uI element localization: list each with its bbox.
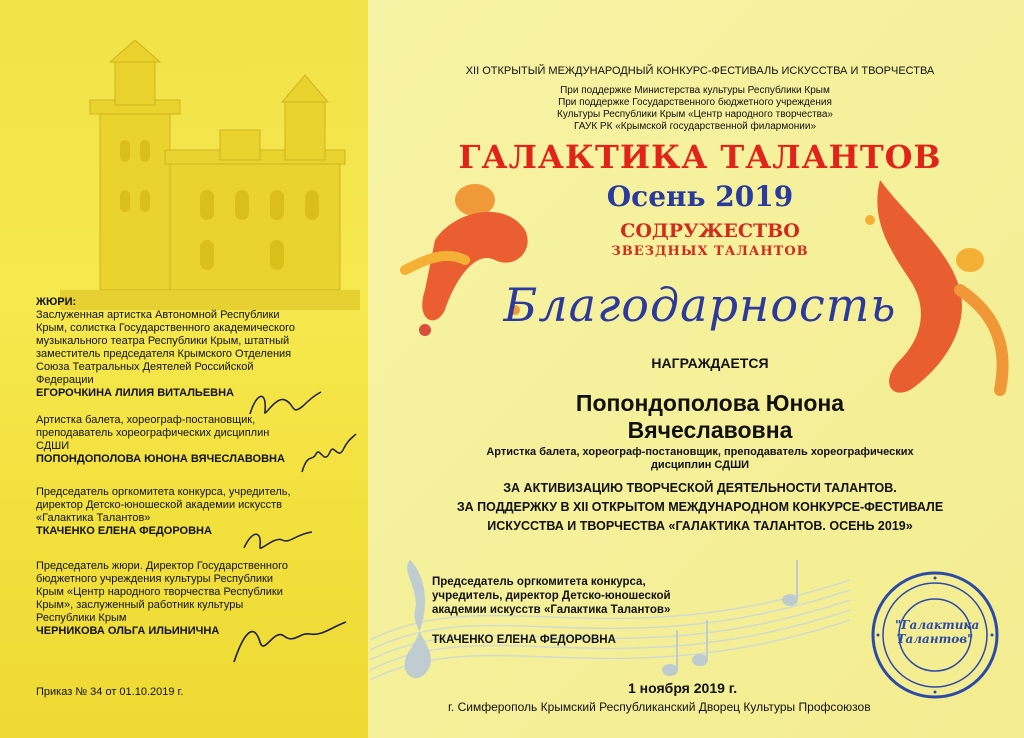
jury-member-3-name: ТКАЧЕНКО ЕЛЕНА ФЕДОРОВНА: [36, 525, 212, 537]
support-line: При поддержке Министерства культуры Республики Крым: [560, 85, 830, 96]
jury-member-3-line: «Галактика Талантов»: [36, 512, 151, 524]
jury-member-1-line: Федерации: [36, 374, 94, 386]
chair-line: учредитель, директор Детско-юношеской: [432, 590, 671, 602]
jury-member-1-line: Заслуженная артистка Автономной Республики: [36, 309, 280, 321]
certificate-date: 1 ноября 2019 г.: [628, 680, 738, 696]
stamp-text: "Галактика Талантов": [895, 618, 980, 646]
chair-name: ТКАЧЕНКО ЕЛЕНА ФЕДОРОВНА: [432, 634, 616, 646]
recipient-role-line1: Артистка балета, хореограф-постановщик, преподаватель хореографических: [486, 446, 914, 458]
award-reason: [400, 479, 1000, 536]
award-reason-line: ЗА АКТИВИЗАЦИЮ ТВОРЧЕСКОЙ ДЕЯТЕЛЬНОСТИ ТАЛАНТОВ.: [503, 481, 897, 495]
jury-member-4-line: бюджетного учреждения культуры Республики: [36, 573, 273, 585]
jury-member-1-line: Союза Театральных Деятелей Российской: [36, 361, 254, 373]
recipient-role-line2: дисциплин СДШИ: [650, 459, 750, 471]
support-line: ГАУК РК «Крымской государственной филармонии»: [573, 121, 817, 132]
jury-member-1-line: музыкального театра Республики Крым, штатный: [36, 335, 290, 347]
award-reason-line: ИСКУССТВА И ТВОРЧЕСТВА «ГАЛАКТИКА ТАЛАНТОВ. ОСЕНЬ 2019»: [487, 519, 913, 533]
certificate-place: г. Симферополь Крымский Республиканский Дворец Культуры Профсоюзов: [448, 700, 871, 714]
signature-tkachenko: [238, 522, 318, 558]
gratitude-heading: Благодарность: [503, 278, 897, 332]
jury-member-3-line: Председатель оргкомитета конкурса, учредитель,: [36, 486, 291, 498]
award-reason-line: ЗА ПОДДЕРЖКУ В XII ОТКРЫТОМ МЕЖДУНАРОДНОМ КОНКУРСЕ-ФЕСТИВАЛЕ: [456, 500, 944, 514]
jury-member-2-name: ПОПОНДОПОЛОВА ЮНОНА ВЯЧЕСЛАВОВНА: [36, 453, 285, 465]
chair-line: академии искусств «Галактика Талантов»: [432, 604, 671, 616]
signature-egorochkina: [245, 386, 325, 422]
festival-header: XII ОТКРЫТЫЙ МЕЖДУНАРОДНЫЙ КОНКУРС-ФЕСТИВАЛЬ ИСКУССТВА И ТВОРЧЕСТВА: [465, 65, 935, 77]
support-line: Культуры Республики Крым «Центр народного творчества»: [557, 109, 833, 120]
awarded-label: НАГРАЖДАЕТСЯ: [651, 355, 769, 371]
signature-chernikova: [230, 612, 350, 668]
jury-member-3-line: директор Детско-юношеской академии искусств: [36, 499, 282, 511]
jury-member-4-line: Крым «Центр народного творчества Республики: [36, 586, 283, 598]
jury-heading: ЖЮРИ:: [36, 296, 77, 308]
jury-member-4-line: Республики Крым: [36, 612, 127, 624]
order-number: Приказ № 34 от 01.10.2019 г.: [36, 686, 184, 698]
jury-member-4-name: ЧЕРНИКОВА ОЛЬГА ИЛЬИНИЧНА: [36, 625, 220, 637]
recipient-name: [460, 390, 960, 444]
certificate-title: ГАЛАКТИКА ТАЛАНТОВ: [458, 138, 942, 176]
recipient-name-line2: Вячеславовна: [627, 417, 793, 443]
commonwealth-line1: СОДРУЖЕСТВО: [620, 220, 800, 242]
signature-popondopolova: [298, 432, 358, 478]
jury-member-1-line: заместитель председателя Крымского Отделения: [36, 348, 292, 360]
certificate-subtitle: Осень 2019: [606, 180, 794, 213]
jury-block: [36, 296, 336, 638]
jury-member-1-line: Крым, солистка Государственного академического: [36, 322, 295, 334]
commonwealth-line2: ЗВЕЗДНЫХ ТАЛАНТОВ: [611, 244, 809, 259]
chair-block: [432, 575, 752, 647]
castle-illustration: [60, 40, 360, 310]
jury-member-2-line: СДШИ: [36, 440, 70, 452]
jury-member-2-line: Артистка балета, хореограф-постановщик,: [36, 414, 256, 426]
jury-member-1-name: ЕГОРОЧКИНА ЛИЛИЯ ВИТАЛЬЕВНА: [36, 387, 234, 399]
jury-member-4-line: Крым», заслуженный работник культуры: [36, 599, 244, 611]
support-block: [480, 85, 910, 133]
chair-line: Председатель оргкомитета конкурса,: [432, 576, 646, 588]
support-line: При поддержке Государственного бюджетного учреждения: [558, 97, 832, 108]
jury-member-4-line: Председатель жюри. Директор Государственного: [36, 560, 288, 572]
jury-member-2-line: преподаватель хореографических дисциплин: [36, 427, 270, 439]
recipient-name-line1: Попондополова Юнона: [575, 390, 845, 416]
recipient-role: [440, 446, 960, 472]
